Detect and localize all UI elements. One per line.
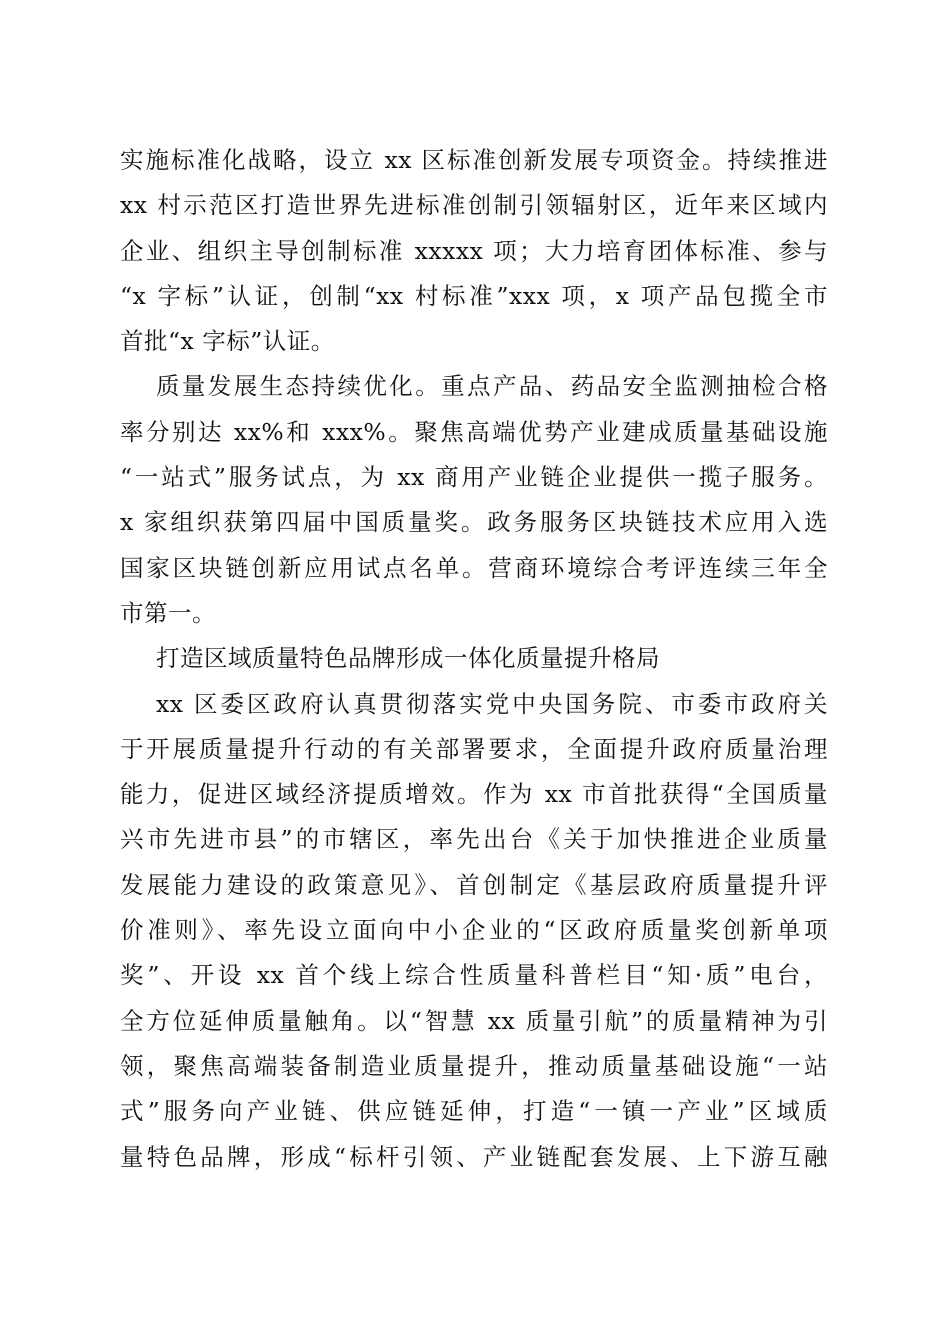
text-line: 领，聚焦高端装备制造业质量提升，推动质量基础设施“一站 (120, 1051, 828, 1080)
text-line: 价准则》、率先设立面向中小企业的“区政府质量奖创新单项 (120, 916, 828, 945)
text-line: 率分别达 xx%和 xxx%。聚焦高端优势产业建成质量基础设施 (120, 417, 828, 446)
text-line: 企业、组织主导创制标准 xxxxx 项；大力培育团体标准、参与 (120, 236, 828, 265)
text-line: 式”服务向产业链、供应链延伸，打造“一镇一产业”区域质 (120, 1097, 828, 1126)
text-line: 量特色品牌，形成“标杆引领、产业链配套发展、上下游互融 (120, 1142, 828, 1171)
text-line: xx 村示范区打造世界先进标准创制引领辐射区，近年来区域内 (120, 191, 828, 220)
text-line: 能力，促进区域经济提质增效。作为 xx 市首批获得“全国质量 (120, 780, 828, 809)
paragraph-first-line: xx 区委区政府认真贯彻落实党中央国务院、市委市政府关 (156, 689, 828, 718)
text-line: 市第一。 (120, 598, 216, 627)
text-line: 奖”、开设 xx 首个线上综合性质量科普栏目“知·质”电台， (120, 961, 828, 990)
text-line: 发展能力建设的政策意见》、首创制定《基层政府质量提升评 (120, 870, 828, 899)
text-line: x 家组织获第四届中国质量奖。政务服务区块链技术应用入选 (120, 508, 828, 537)
paragraph-first-line: 质量发展生态持续优化。重点产品、药品安全监测抽检合格 (156, 372, 828, 401)
body-text (120, 138, 828, 1180)
text-line: 兴市先进市县”的市辖区，率先出台《关于加快推进企业质量 (120, 825, 828, 854)
text-line: “一站式”服务试点，为 xx 商用产业链企业提供一揽子服务。 (120, 463, 828, 492)
text-line: 于开展质量提升行动的有关部署要求，全面提升政府质量治理 (120, 734, 828, 763)
section-heading: 打造区域质量特色品牌形成一体化质量提升格局 (156, 644, 660, 673)
text-line: 首批“x 字标”认证。 (120, 327, 335, 356)
text-line: 全方位延伸质量触角。以“智慧 xx 质量引航”的质量精神为引 (120, 1006, 828, 1035)
text-line: 国家区块链创新应用试点名单。营商环境综合考评连续三年全 (120, 553, 828, 582)
text-line: 实施标准化战略，设立 xx 区标准创新发展专项资金。持续推进 (120, 146, 828, 174)
text-line: “x 字标”认证，创制“xx 村标准”xxx 项，x 项产品包揽全市 (120, 281, 828, 310)
